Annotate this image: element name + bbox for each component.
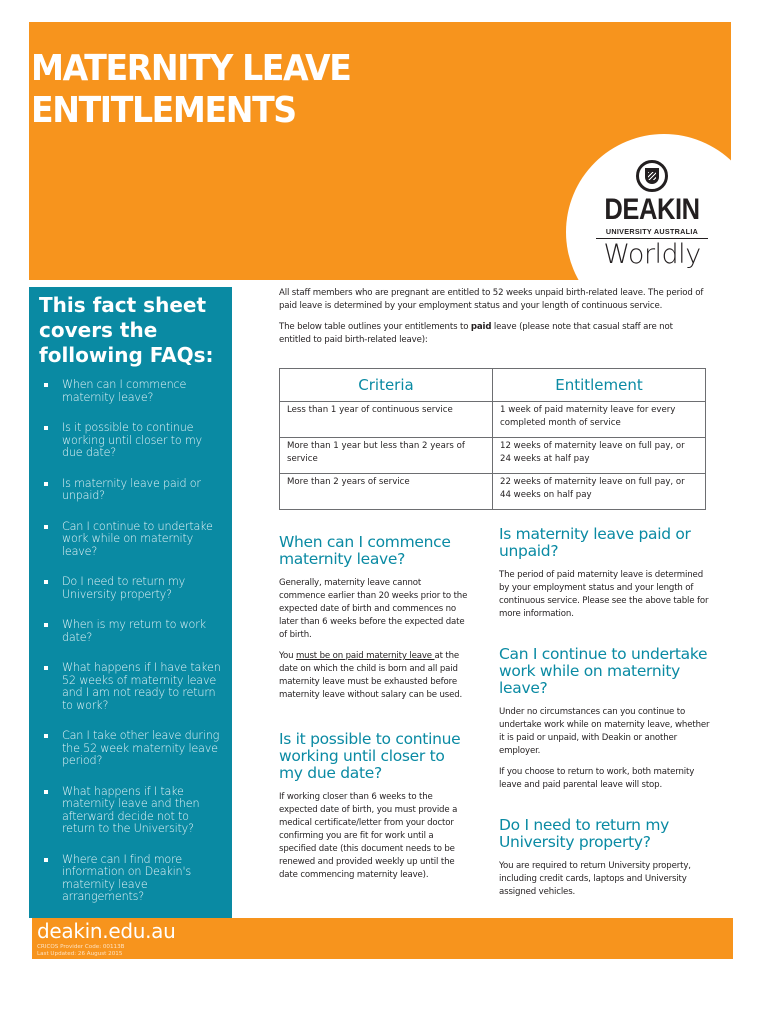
section-heading: When can I commence maternity leave? <box>279 533 451 568</box>
bullet-icon <box>44 525 48 529</box>
faq-item: Do I need to return my University property? <box>29 576 232 601</box>
bullet-icon <box>44 666 48 670</box>
section-paid-unpaid <box>499 526 714 621</box>
bullet-icon <box>44 482 48 486</box>
table-cell: 1 week of paid maternity leave for every completed month of service <box>493 402 706 438</box>
faq-item: What happens if I have taken 52 weeks of maternity leave and I am not ready to return to work? <box>29 662 232 712</box>
bullet-icon <box>44 858 48 862</box>
bullet-icon <box>44 383 48 387</box>
website-link[interactable]: deakin.edu.au <box>37 919 176 943</box>
faq-item: Is maternity leave paid or unpaid? <box>29 478 232 503</box>
title-line-1: MATERNITY LEAVE <box>31 48 351 89</box>
section-paragraph: The period of paid maternity leave is determined by your employment status and your length of continuous service. Please see the above table for more information. <box>499 570 709 619</box>
faq-list <box>29 379 232 904</box>
section-property <box>499 817 714 899</box>
paid-emphasis: paid <box>470 322 492 332</box>
table-cell: Less than 1 year of continuous service <box>280 402 493 438</box>
table-cell: More than 1 year but less than 2 years of service <box>280 438 493 474</box>
cricos-code: CRICOS Provider Code: 00113B <box>37 944 125 950</box>
section-paragraph: If working closer than 6 weeks to the expected date of birth, you must provide a medical certificate/letter from your doctor confirming you are fit for work until a specified date (this document needs to be renewed and provided weekly up until the date commencing maternity leave). <box>279 792 458 880</box>
logo-tagline: Worldly <box>603 239 701 270</box>
section-heading: Do I need to return my University property? <box>499 816 669 851</box>
section-commence <box>279 534 469 702</box>
table-header-entitlement: Entitlement <box>493 369 706 402</box>
logo-subtitle: UNIVERSITY AUSTRALIA <box>596 227 708 239</box>
faq-item: Where can I find more information on Deakin's maternity leave arrangements? <box>29 854 232 904</box>
section-continue-working <box>279 731 469 882</box>
deakin-logo <box>596 160 708 271</box>
table-cell: More than 2 years of service <box>280 474 493 510</box>
footer-banner <box>32 918 733 959</box>
bullet-icon <box>44 734 48 738</box>
table-row <box>280 474 706 510</box>
section-undertake-work <box>499 646 714 792</box>
faq-item: Can I take other leave during the 52 week maternity leave period? <box>29 730 232 768</box>
table-header-criteria: Criteria <box>280 369 493 402</box>
faq-item: What happens if I take maternity leave and then afterward decide not to return to the University? <box>29 786 232 836</box>
underlined-emphasis: must be on paid maternity leave <box>295 651 435 661</box>
faq-item: When is my return to work date? <box>29 619 232 644</box>
intro-paragraph-2: The below table outlines your entitlements to paid leave (please note that casual staff are not entitled to paid birth-related leave): <box>279 322 673 345</box>
bullet-icon <box>44 426 48 430</box>
section-paragraph: You are required to return University property, including credit cards, laptops and University assigned vehicles. <box>499 861 691 897</box>
table-row <box>280 402 706 438</box>
table-cell: 12 weeks of maternity leave on full pay, or 24 weeks at half pay <box>493 438 706 474</box>
faq-sidebar <box>29 287 232 918</box>
title-line-2: ENTITLEMENTS <box>31 90 296 131</box>
section-paragraph: Under no circumstances can you continue to undertake work while on maternity leave, whether it is paid or unpaid, with Deakin or another employer. <box>499 707 710 756</box>
section-heading: Is it possible to continue working until closer to my due date? <box>279 730 461 782</box>
table-cell: 22 weeks of maternity leave on full pay, or 44 weeks on half pay <box>493 474 706 510</box>
section-paragraph: If you choose to return to work, both maternity leave and paid parental leave will stop. <box>499 767 695 790</box>
bullet-icon <box>44 790 48 794</box>
bullet-icon <box>44 623 48 627</box>
faq-item: Can I continue to undertake work while on maternity leave? <box>29 521 232 559</box>
section-paragraph: Generally, maternity leave cannot commence earlier than 20 weeks prior to the expected date of birth and commences no later than 6 weeks before the expected date of birth. <box>279 578 468 640</box>
intro-paragraph-1: All staff members who are pregnant are entitled to 52 weeks unpaid birth-related leave. The period of paid leave is determined by your employment status and your length of continuous service. <box>279 288 704 311</box>
bullet-icon <box>44 580 48 584</box>
deakin-shield-icon <box>636 160 668 192</box>
entitlement-table <box>279 368 706 510</box>
page-title <box>31 48 351 132</box>
intro-section <box>279 287 707 347</box>
section-heading: Is maternity leave paid or unpaid? <box>499 525 691 560</box>
last-updated: Last Updated: 26 August 2015 <box>37 951 123 957</box>
sidebar-heading: This fact sheet covers the following FAQs: <box>39 293 214 367</box>
section-heading: Can I continue to undertake work while on maternity leave? <box>499 645 708 697</box>
section-paragraph: You must be on paid maternity leave at the date on which the child is born and all paid maternity leave must be exhausted before maternity leave without salary can be used. <box>279 651 463 700</box>
faq-item: Is it possible to continue working until closer to my due date? <box>29 422 232 460</box>
logo-name: DEAKIN <box>604 193 700 226</box>
table-row <box>280 438 706 474</box>
faq-item: When can I commence maternity leave? <box>29 379 232 404</box>
